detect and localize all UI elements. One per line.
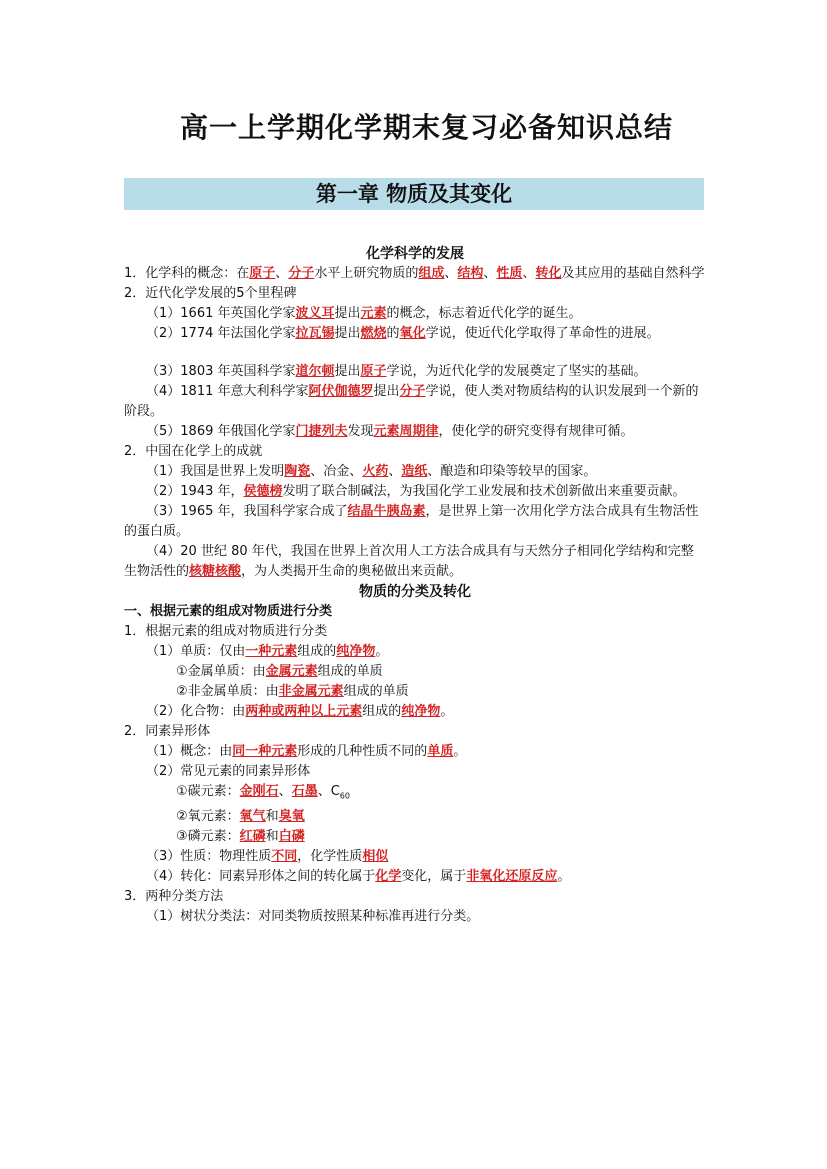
keyword: 结构 bbox=[457, 266, 484, 281]
keyword: 分子 bbox=[288, 266, 315, 281]
keyword: 结晶牛胰岛素 bbox=[347, 504, 426, 519]
list-item: （4）转化：同素异形体之间的转化属于化学变化，属于非氧化还原反应。 bbox=[146, 868, 571, 884]
page-title: 高一上学期化学期末复习必备知识总结 bbox=[180, 111, 674, 144]
list-item: 2．同素异形体 bbox=[124, 724, 211, 739]
list-item: ②非金属单质：由非金属元素组成的单质 bbox=[176, 684, 409, 699]
keyword: 单质 bbox=[427, 744, 454, 759]
keyword: 转化 bbox=[535, 266, 562, 281]
keyword: 陶瓷 bbox=[284, 464, 311, 479]
subscript: 60 bbox=[339, 791, 350, 801]
keyword: 同一种元素 bbox=[232, 744, 298, 759]
keyword: 氧气 bbox=[239, 808, 266, 824]
keyword: 原子 bbox=[249, 266, 276, 281]
keyword: 不同 bbox=[271, 848, 298, 864]
list-item: （5）1869 年俄国化学家门捷列夫发现元素周期律，使化学的研究变得有规律可循。 bbox=[146, 424, 634, 439]
keyword: 分子 bbox=[399, 384, 426, 399]
keyword: 元素周期律 bbox=[373, 424, 439, 439]
list-item: （4）1811 年意大利科学家阿伏伽德罗提出分子学说，使人类对物质结构的认识发展到一个新的阶段。 bbox=[124, 384, 699, 419]
keyword: 燃烧 bbox=[360, 326, 387, 341]
keyword: 相似 bbox=[362, 848, 389, 864]
keyword: 红磷 bbox=[239, 828, 266, 844]
keyword: 氧化 bbox=[399, 326, 426, 341]
list-item: （1）我国是世界上发明陶瓷、冶金、火药、造纸、酿造和印染等较早的国家。 bbox=[146, 464, 597, 479]
list-item: ①碳元素：金刚石、石墨、$C_{60}$ bbox=[176, 784, 350, 801]
list-item: （2）化合物：由两种或两种以上元素组成的纯净物。 bbox=[146, 704, 454, 719]
keyword: 火药 bbox=[362, 464, 389, 479]
keyword: 纯净物 bbox=[401, 704, 441, 719]
list-item: （1）概念：由同一种元素形成的几种性质不同的单质。 bbox=[146, 744, 467, 759]
list-item: （3）1803 年英国科学家道尔顿提出原子学说，为近代化学的发展奠定了坚实的基础。 bbox=[146, 364, 647, 379]
list-item: 2．中国在化学上的成就 bbox=[124, 444, 263, 459]
list-item: （1）1661 年英国化学家波义耳提出元素的概念，标志着近代化学的诞生。 bbox=[146, 306, 582, 321]
keyword: 拉瓦锡 bbox=[295, 326, 335, 341]
list-item: 2．近代化学发展的5个里程碑 bbox=[124, 286, 297, 301]
list-item: 1．根据元素的组成对物质进行分类 bbox=[124, 624, 328, 639]
list-item: （1）树状分类法：对同类物质按照某种标准再进行分类。 bbox=[146, 908, 480, 924]
keyword: 组成 bbox=[418, 266, 445, 281]
list-item: ③磷元素：红磷和白磷 bbox=[176, 828, 305, 844]
keyword: 一种元素 bbox=[245, 644, 298, 659]
chapter-heading: 第一章 物质及其变化 bbox=[124, 178, 704, 210]
list-item: （1）单质：仅由一种元素组成的纯净物。 bbox=[146, 644, 389, 659]
keyword: 性质 bbox=[496, 266, 523, 281]
keyword: 金刚石 bbox=[239, 784, 279, 799]
keyword: 元素 bbox=[360, 306, 387, 321]
keyword: 两种或两种以上元素 bbox=[245, 704, 363, 719]
keyword: 臭氧 bbox=[278, 808, 305, 824]
keyword: 原子 bbox=[360, 364, 387, 379]
keyword: 阿伏伽德罗 bbox=[308, 384, 374, 399]
paragraph: 1．化学科的概念：在原子、分子水平上研究物质的组成、结构、性质、转化及其应用的基础自然科学 bbox=[124, 266, 705, 281]
subsection-heading: 一、根据元素的组成对物质进行分类 bbox=[124, 604, 333, 619]
keyword: 非氧化还原反应 bbox=[466, 868, 558, 884]
section-heading: 物质的分类及转化 bbox=[359, 584, 471, 600]
list-item: （3）性质：物理性质不同，化学性质相似 bbox=[146, 848, 389, 864]
keyword: 核糖核酸 bbox=[189, 564, 242, 579]
keyword: 白磷 bbox=[278, 828, 305, 844]
list-item: 3．两种分类方法 bbox=[124, 888, 224, 904]
keyword: 化学 bbox=[375, 868, 402, 884]
list-item: （4）20 世纪 80 年代，我国在世界上首次用人工方法合成具有与天然分子相同化学结构和完整生物活性的核糖核酸，为人类揭开生命的奥秘做出来贡献。 bbox=[124, 544, 694, 579]
keyword: 侯德榜 bbox=[243, 484, 283, 499]
list-item: （2）常见元素的同素异形体 bbox=[146, 764, 311, 779]
keyword: 纯净物 bbox=[336, 644, 376, 659]
keyword: 石墨 bbox=[291, 784, 318, 799]
list-item: （2）1774 年法国化学家拉瓦锡提出燃烧的氧化学说，使近代化学取得了革命性的进展。 bbox=[146, 326, 660, 341]
keyword: 道尔顿 bbox=[295, 364, 335, 379]
list-item: ①金属单质：由金属元素组成的单质 bbox=[176, 664, 383, 679]
keyword: 造纸 bbox=[401, 464, 428, 479]
list-item: （2）1943 年，侯德榜发明了联合制碱法，为我国化学工业发展和技术创新做出来重要贡献。 bbox=[146, 484, 686, 499]
document-body bbox=[124, 244, 706, 927]
list-item: ②氧元素：氧气和臭氧 bbox=[176, 808, 305, 824]
list-item: （3）1965 年，我国科学家合成了结晶牛胰岛素，是世界上第一次用化学方法合成具有生物活性的蛋白质。 bbox=[124, 504, 699, 539]
section-heading: 化学科学的发展 bbox=[366, 246, 464, 262]
keyword: 非金属元素 bbox=[278, 684, 344, 699]
keyword: 门捷列夫 bbox=[295, 424, 348, 439]
keyword: 金属元素 bbox=[265, 664, 318, 679]
keyword: 波义耳 bbox=[295, 306, 335, 321]
